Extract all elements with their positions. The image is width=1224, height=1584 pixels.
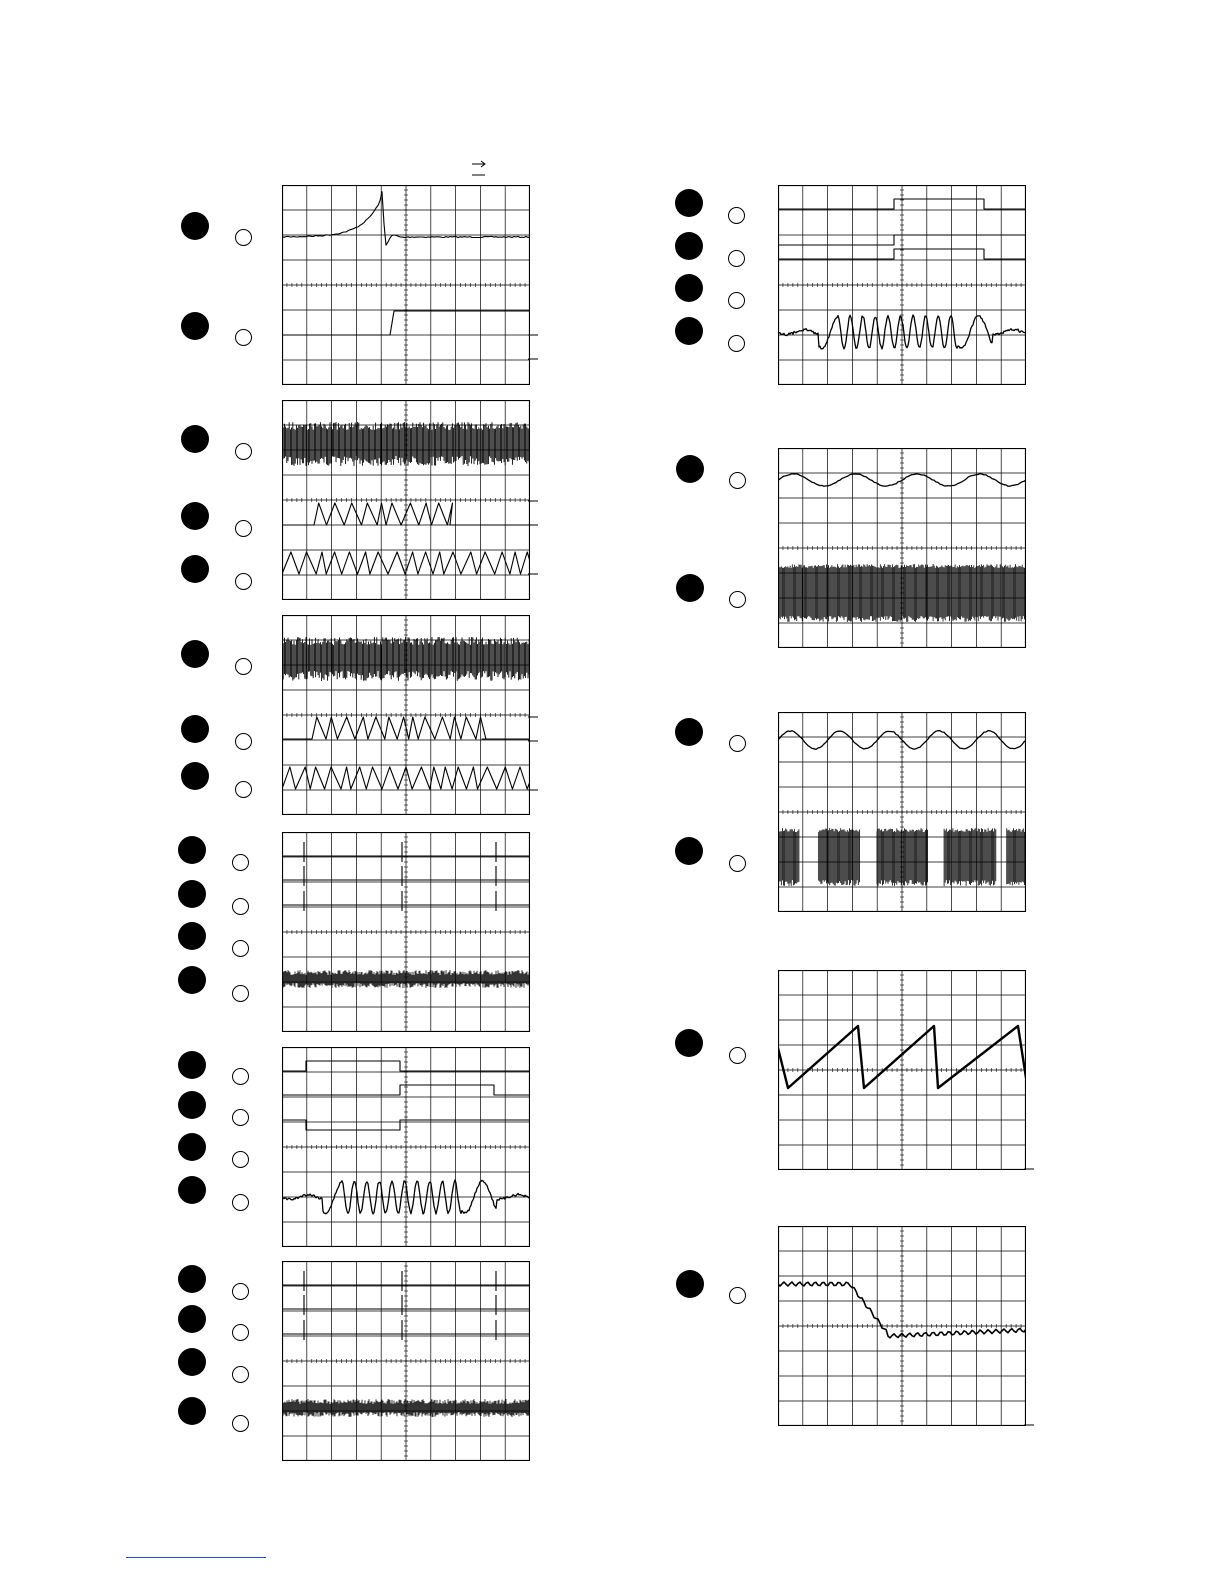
scope-l6 <box>282 1261 530 1461</box>
scope-r1 <box>778 185 1026 385</box>
scope-r5 <box>778 1226 1026 1426</box>
channel-circle <box>728 250 745 267</box>
channel-circle <box>729 1047 746 1064</box>
scope-r3 <box>778 712 1026 912</box>
channel-circle <box>232 1283 249 1300</box>
channel-circle <box>232 854 249 871</box>
channel-circle <box>232 940 249 957</box>
test-point-marker <box>675 837 703 865</box>
channel-circle <box>232 1415 249 1432</box>
scope-l3 <box>282 615 530 815</box>
channel-circle <box>729 855 746 872</box>
test-point-marker <box>675 232 703 260</box>
test-point-marker <box>675 274 703 302</box>
test-point-marker <box>178 880 206 908</box>
channel-circle <box>232 1068 249 1085</box>
channel-circle <box>235 520 252 537</box>
test-point-marker <box>675 189 703 217</box>
test-point-marker <box>178 1265 206 1293</box>
test-point-marker <box>178 1397 206 1425</box>
test-point-marker <box>178 1091 206 1119</box>
channel-circle <box>235 573 252 590</box>
channel-circle <box>728 335 745 352</box>
test-point-marker <box>178 1305 206 1333</box>
test-point-marker <box>178 1133 206 1161</box>
footer-rule <box>126 1557 266 1558</box>
channel-circle <box>235 733 252 750</box>
test-point-marker <box>676 1270 704 1298</box>
channel-circle <box>729 591 746 608</box>
test-point-marker <box>178 1176 206 1204</box>
channel-circle <box>235 443 252 460</box>
channel-circle <box>232 1194 249 1211</box>
channel-circle <box>232 1366 249 1383</box>
scope-r4 <box>778 970 1026 1170</box>
test-point-marker <box>676 574 704 602</box>
test-point-marker <box>178 966 206 994</box>
channel-circle <box>232 1324 249 1341</box>
test-point-marker <box>178 922 206 950</box>
channel-circle <box>729 472 746 489</box>
test-point-marker <box>676 455 704 483</box>
channel-circle <box>232 1109 249 1126</box>
test-point-marker <box>178 1348 206 1376</box>
channel-circle <box>232 985 249 1002</box>
channel-circle <box>235 658 252 675</box>
channel-circle <box>232 1151 249 1168</box>
test-point-marker <box>675 1029 703 1057</box>
test-point-marker <box>675 718 703 746</box>
scope-l2 <box>282 400 530 600</box>
channel-circle <box>729 1287 746 1304</box>
channel-circle <box>728 292 745 309</box>
noise-burst-trace <box>282 637 529 681</box>
scope-l5 <box>282 1047 530 1247</box>
test-point-marker <box>181 640 209 668</box>
scope-l4 <box>282 832 530 1032</box>
header-arrow-icon <box>470 158 488 180</box>
scope-l1 <box>282 185 530 385</box>
channel-circle <box>232 898 249 915</box>
test-point-marker <box>181 555 209 583</box>
noise-burst-trace <box>282 422 529 466</box>
test-point-marker <box>181 762 209 790</box>
channel-circle <box>235 781 252 798</box>
test-point-marker <box>675 317 703 345</box>
test-point-marker <box>178 1051 206 1079</box>
test-point-marker <box>181 715 209 743</box>
test-point-marker <box>181 502 209 530</box>
test-point-marker <box>181 212 209 240</box>
test-point-marker <box>178 836 206 864</box>
channel-circle <box>728 207 745 224</box>
channel-circle <box>235 229 252 246</box>
channel-circle <box>235 329 252 346</box>
scope-r2 <box>778 448 1026 648</box>
test-point-marker <box>181 312 209 340</box>
test-point-marker <box>181 425 209 453</box>
channel-circle <box>729 735 746 752</box>
